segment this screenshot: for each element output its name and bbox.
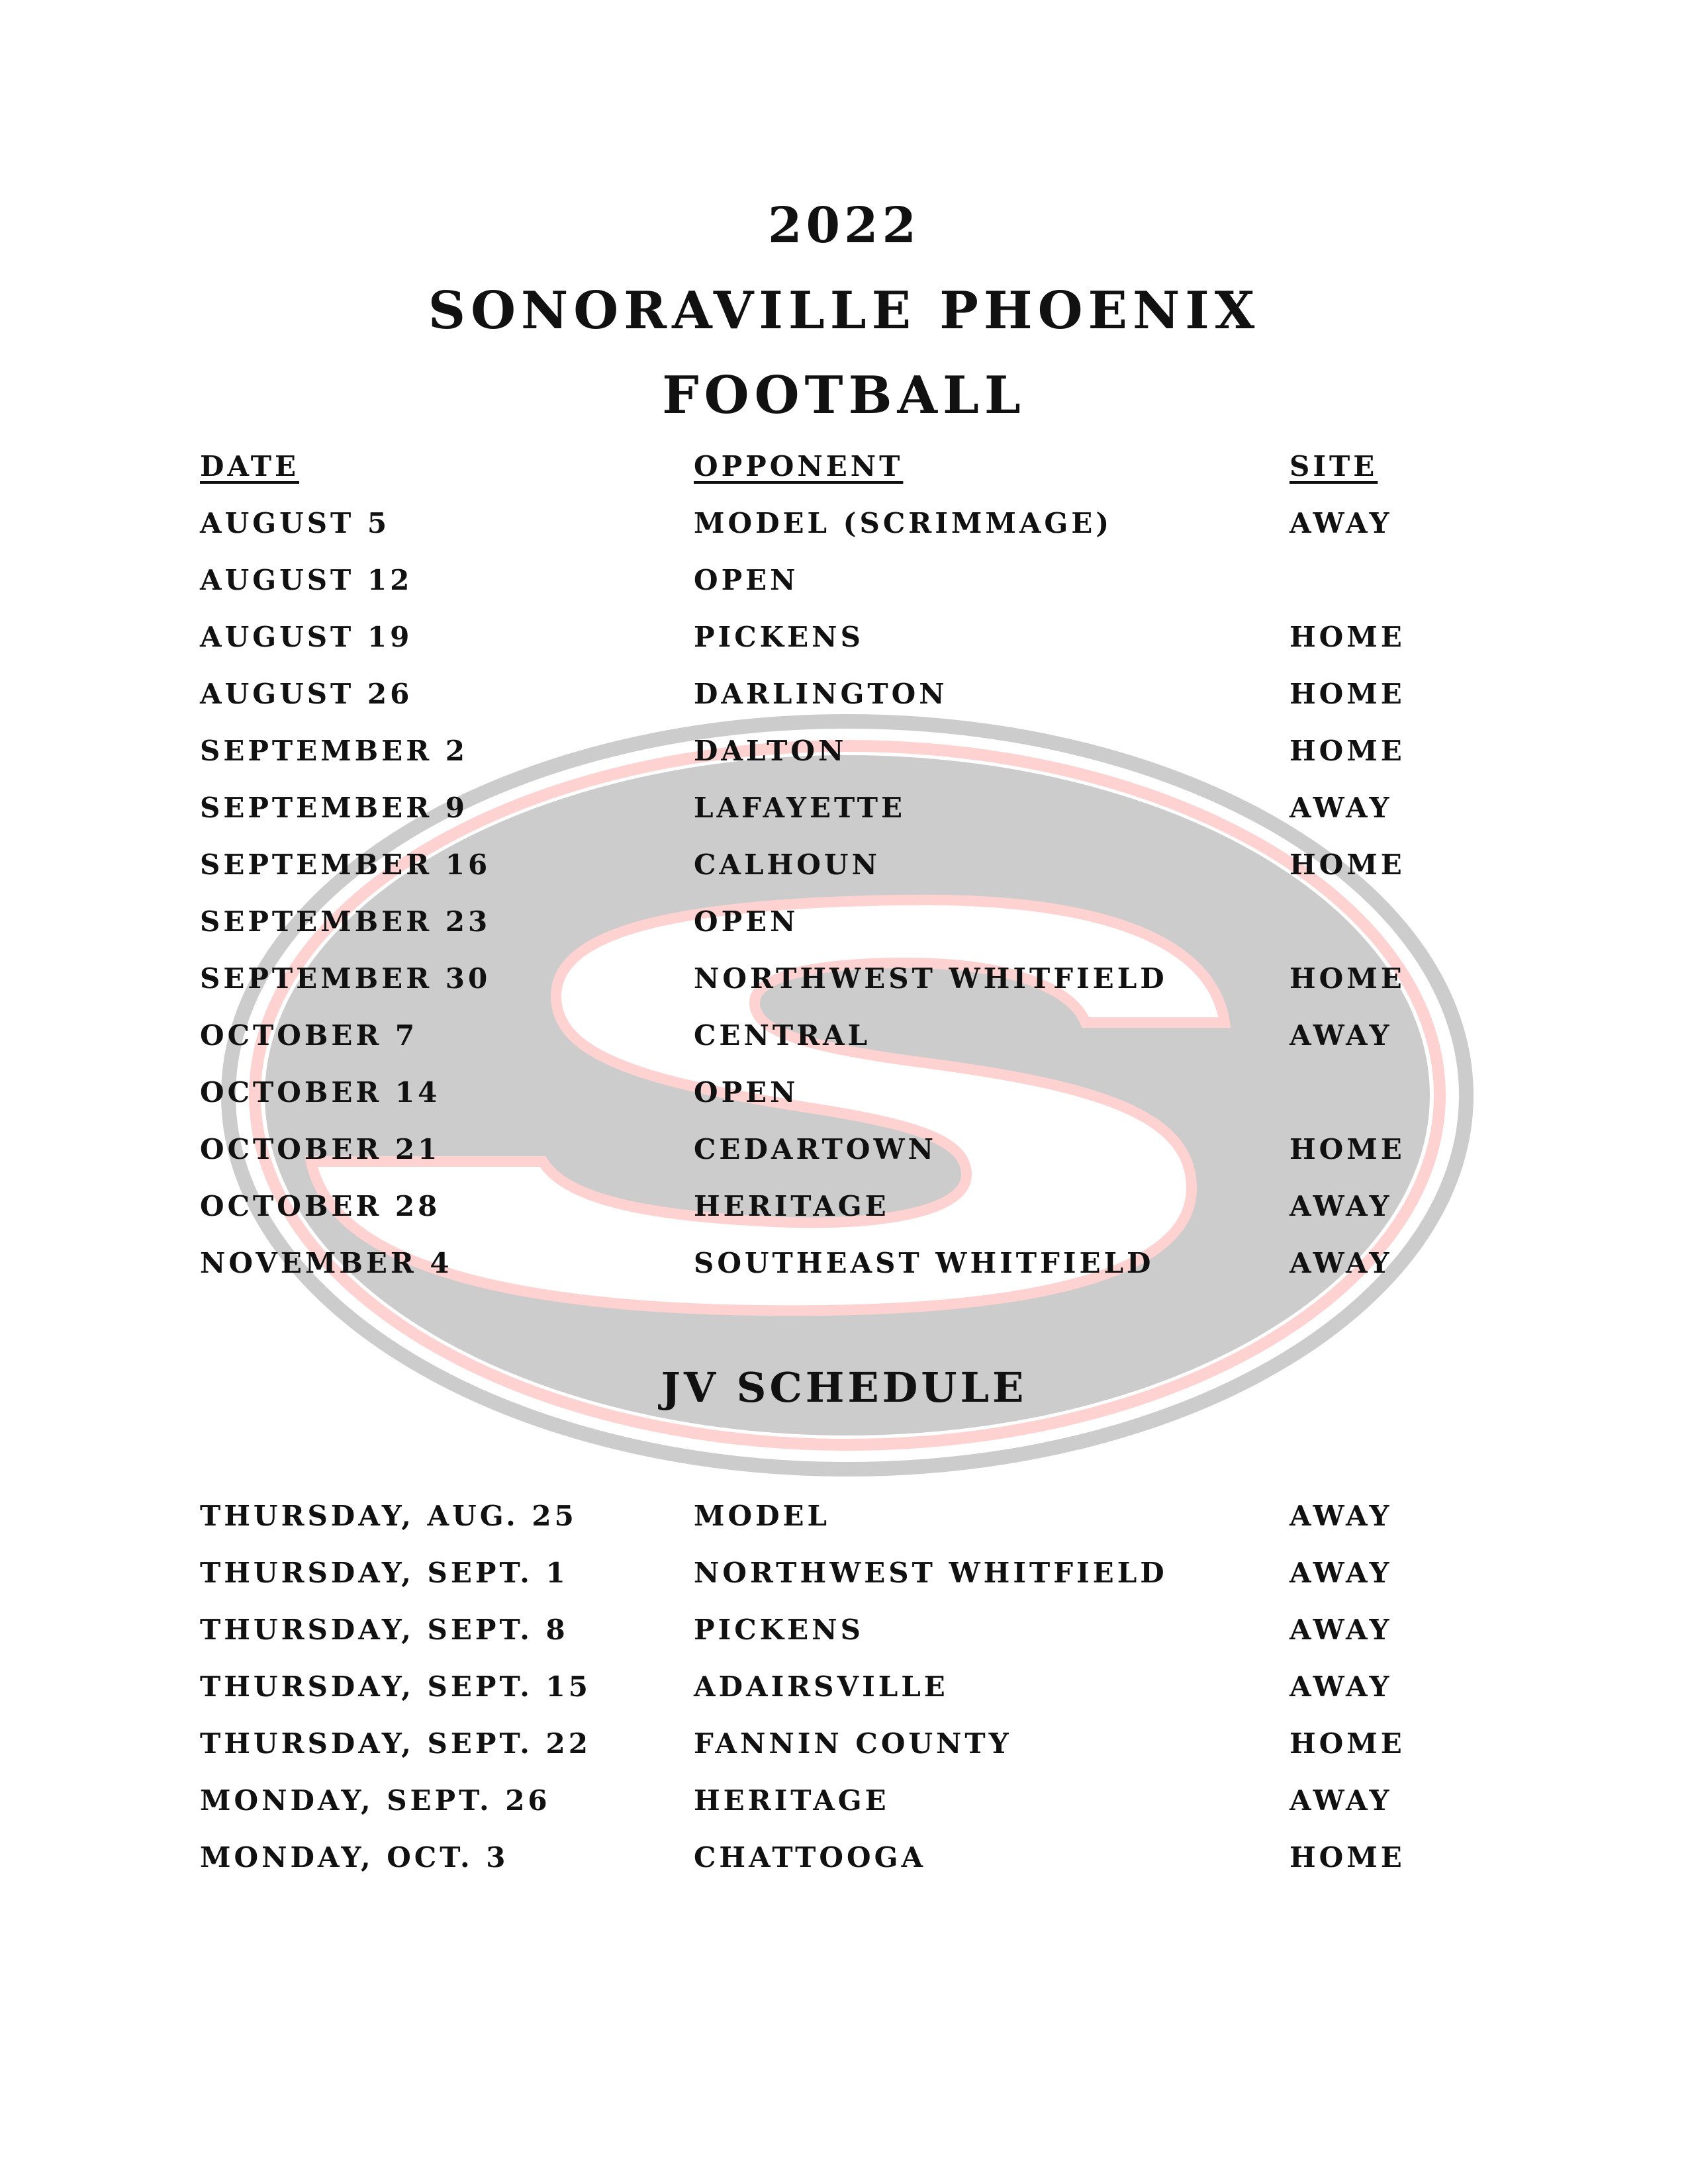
varsity-game-row [0, 1076, 1688, 1116]
game-opponent: MODEL (SCRIMMAGE) [694, 507, 1113, 539]
game-site: AWAY [1289, 1670, 1393, 1703]
game-site: HOME [1289, 678, 1405, 710]
game-date: MONDAY, SEPT. 26 [200, 1784, 551, 1817]
varsity-game-row [0, 962, 1688, 1002]
game-date: SEPTEMBER 16 [200, 848, 491, 881]
game-date: AUGUST 26 [200, 678, 413, 710]
schedule-year: 2022 [768, 197, 920, 254]
game-date: THURSDAY, SEPT. 1 [200, 1557, 569, 1589]
jv-game-row [0, 1500, 1688, 1539]
game-site: AWAY [1289, 1019, 1393, 1052]
game-opponent: FANNIN COUNTY [694, 1727, 1012, 1760]
game-opponent: DALTON [694, 735, 847, 767]
jv-schedule-title: JV SCHEDULE [661, 1363, 1027, 1412]
game-site: HOME [1289, 848, 1405, 881]
jv-game-row [0, 1557, 1688, 1596]
game-date: SEPTEMBER 23 [200, 905, 491, 938]
varsity-column-headers [0, 450, 1688, 490]
game-opponent: DARLINGTON [694, 678, 948, 710]
game-site: AWAY [1289, 1614, 1393, 1646]
game-opponent: OPEN [694, 564, 799, 596]
game-opponent: OPEN [694, 1076, 799, 1109]
varsity-game-row [0, 678, 1688, 717]
game-site: AWAY [1289, 507, 1393, 539]
game-opponent: LAFAYETTE [694, 792, 906, 824]
game-date: OCTOBER 28 [200, 1190, 441, 1222]
game-date: AUGUST 12 [200, 564, 413, 596]
jv-game-row [0, 1614, 1688, 1653]
game-opponent: HERITAGE [694, 1784, 890, 1817]
varsity-game-row [0, 1247, 1688, 1287]
game-opponent: CALHOUN [694, 848, 880, 881]
jv-game-row [0, 1784, 1688, 1824]
game-date: AUGUST 5 [200, 507, 391, 539]
game-opponent: HERITAGE [694, 1190, 890, 1222]
game-date: OCTOBER 21 [200, 1133, 441, 1165]
varsity-game-row [0, 1190, 1688, 1230]
date-column-header: DATE [200, 450, 299, 482]
jv-game-row [0, 1727, 1688, 1767]
sport-name: FOOTBALL [662, 365, 1026, 426]
game-opponent: SOUTHEAST WHITFIELD [694, 1247, 1154, 1279]
game-site: AWAY [1289, 1247, 1393, 1279]
jv-game-row [0, 1841, 1688, 1881]
site-column-header: SITE [1289, 450, 1378, 482]
varsity-game-row [0, 621, 1688, 660]
game-opponent: MODEL [694, 1500, 831, 1532]
game-site: HOME [1289, 1727, 1405, 1760]
game-opponent: CHATTOOGA [694, 1841, 927, 1874]
game-date: NOVEMBER 4 [200, 1247, 453, 1279]
game-date: THURSDAY, SEPT. 8 [200, 1614, 569, 1646]
varsity-game-row [0, 735, 1688, 774]
varsity-game-row [0, 564, 1688, 604]
game-date: MONDAY, OCT. 3 [200, 1841, 509, 1874]
game-opponent: NORTHWEST WHITFIELD [694, 962, 1168, 995]
opponent-column-header: OPPONENT [694, 450, 904, 482]
varsity-game-row [0, 1133, 1688, 1173]
game-date: THURSDAY, AUG. 25 [200, 1500, 577, 1532]
game-site: AWAY [1289, 1190, 1393, 1222]
game-date: THURSDAY, SEPT. 22 [200, 1727, 591, 1760]
game-date: SEPTEMBER 2 [200, 735, 468, 767]
game-opponent: OPEN [694, 905, 799, 938]
game-site: AWAY [1289, 1500, 1393, 1532]
game-site: HOME [1289, 1841, 1405, 1874]
game-date: THURSDAY, SEPT. 15 [200, 1670, 591, 1703]
varsity-game-row [0, 507, 1688, 547]
jv-game-row [0, 1670, 1688, 1710]
game-site: HOME [1289, 621, 1405, 653]
game-site: HOME [1289, 1133, 1405, 1165]
varsity-game-row [0, 848, 1688, 888]
varsity-game-row [0, 792, 1688, 831]
game-date: AUGUST 19 [200, 621, 413, 653]
varsity-game-row [0, 905, 1688, 945]
game-site: HOME [1289, 962, 1405, 995]
game-date: OCTOBER 14 [200, 1076, 441, 1109]
game-opponent: CEDARTOWN [694, 1133, 937, 1165]
varsity-game-row [0, 1019, 1688, 1059]
game-site: AWAY [1289, 792, 1393, 824]
game-site: AWAY [1289, 1557, 1393, 1589]
game-opponent: PICKENS [694, 1614, 864, 1646]
game-site: AWAY [1289, 1784, 1393, 1817]
game-date: SEPTEMBER 30 [200, 962, 491, 995]
game-opponent: PICKENS [694, 621, 864, 653]
game-date: OCTOBER 7 [200, 1019, 418, 1052]
school-name: SONORAVILLE PHOENIX [428, 281, 1260, 341]
game-opponent: NORTHWEST WHITFIELD [694, 1557, 1168, 1589]
game-opponent: CENTRAL [694, 1019, 871, 1052]
game-opponent: ADAIRSVILLE [694, 1670, 949, 1703]
game-date: SEPTEMBER 9 [200, 792, 468, 824]
game-site: HOME [1289, 735, 1405, 767]
